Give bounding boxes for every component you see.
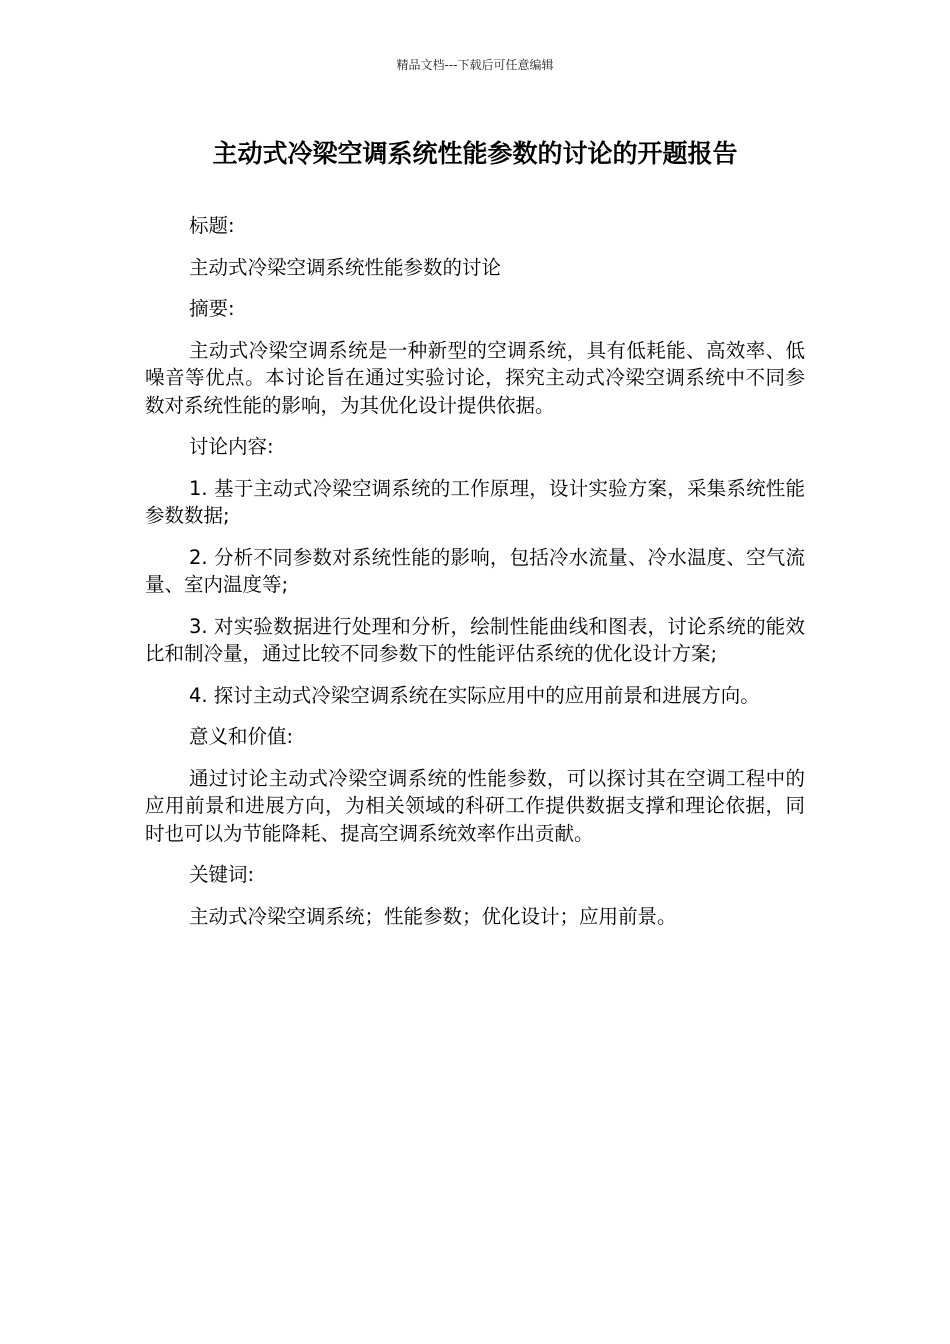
- header-note: 精品文档---下载后可任意编辑: [396, 58, 554, 72]
- label-keywords: 关键词:: [189, 863, 255, 886]
- document-title: 主动式冷梁空调系统性能参数的讨论的开题报告: [212, 139, 738, 168]
- content-item-2: 2. 分析不同参数对系统性能的影响，包括冷水流量、冷水温度、空气流量、室内温度等;: [145, 545, 805, 596]
- keywords-text: 主动式冷梁空调系统；性能参数；优化设计；应用前景。: [189, 904, 677, 928]
- label-significance: 意义和价值:: [189, 725, 294, 748]
- abstract-text: 主动式冷梁空调系统是一种新型的空调系统，具有低耗能、高效率、低噪音等优点。本讨论旨在通过实验讨论，探究主动式冷梁空调系统中不同参数对系统性能的影响，为其优化设计提供依据。: [145, 338, 805, 417]
- document-body: [145, 212, 805, 944]
- label-abstract: 摘要:: [189, 297, 235, 320]
- content-item-3: 3. 对实验数据进行处理和分析，绘制性能曲线和图表，讨论系统的能效比和制冷量，通过比较不同参数下的性能评估系统的优化设计方案;: [145, 614, 805, 665]
- label-content: 讨论内容:: [189, 435, 274, 458]
- significance-text: 通过讨论主动式冷梁空调系统的性能参数，可以探讨其在空调工程中的应用前景和进展方向，为相关领域的科研工作提供数据支撑和理论依据，同时也可以为节能降耗、提高空调系统效率作出贡献。: [145, 766, 805, 845]
- title-text: 主动式冷梁空调系统性能参数的讨论: [189, 255, 502, 279]
- label-title: 标题:: [189, 214, 235, 237]
- content-item-1: 1. 基于主动式冷梁空调系统的工作原理，设计实验方案，采集系统性能参数数据;: [145, 476, 805, 527]
- content-item-4: 4. 探讨主动式冷梁空调系统在实际应用中的应用前景和进展方向。: [189, 683, 760, 707]
